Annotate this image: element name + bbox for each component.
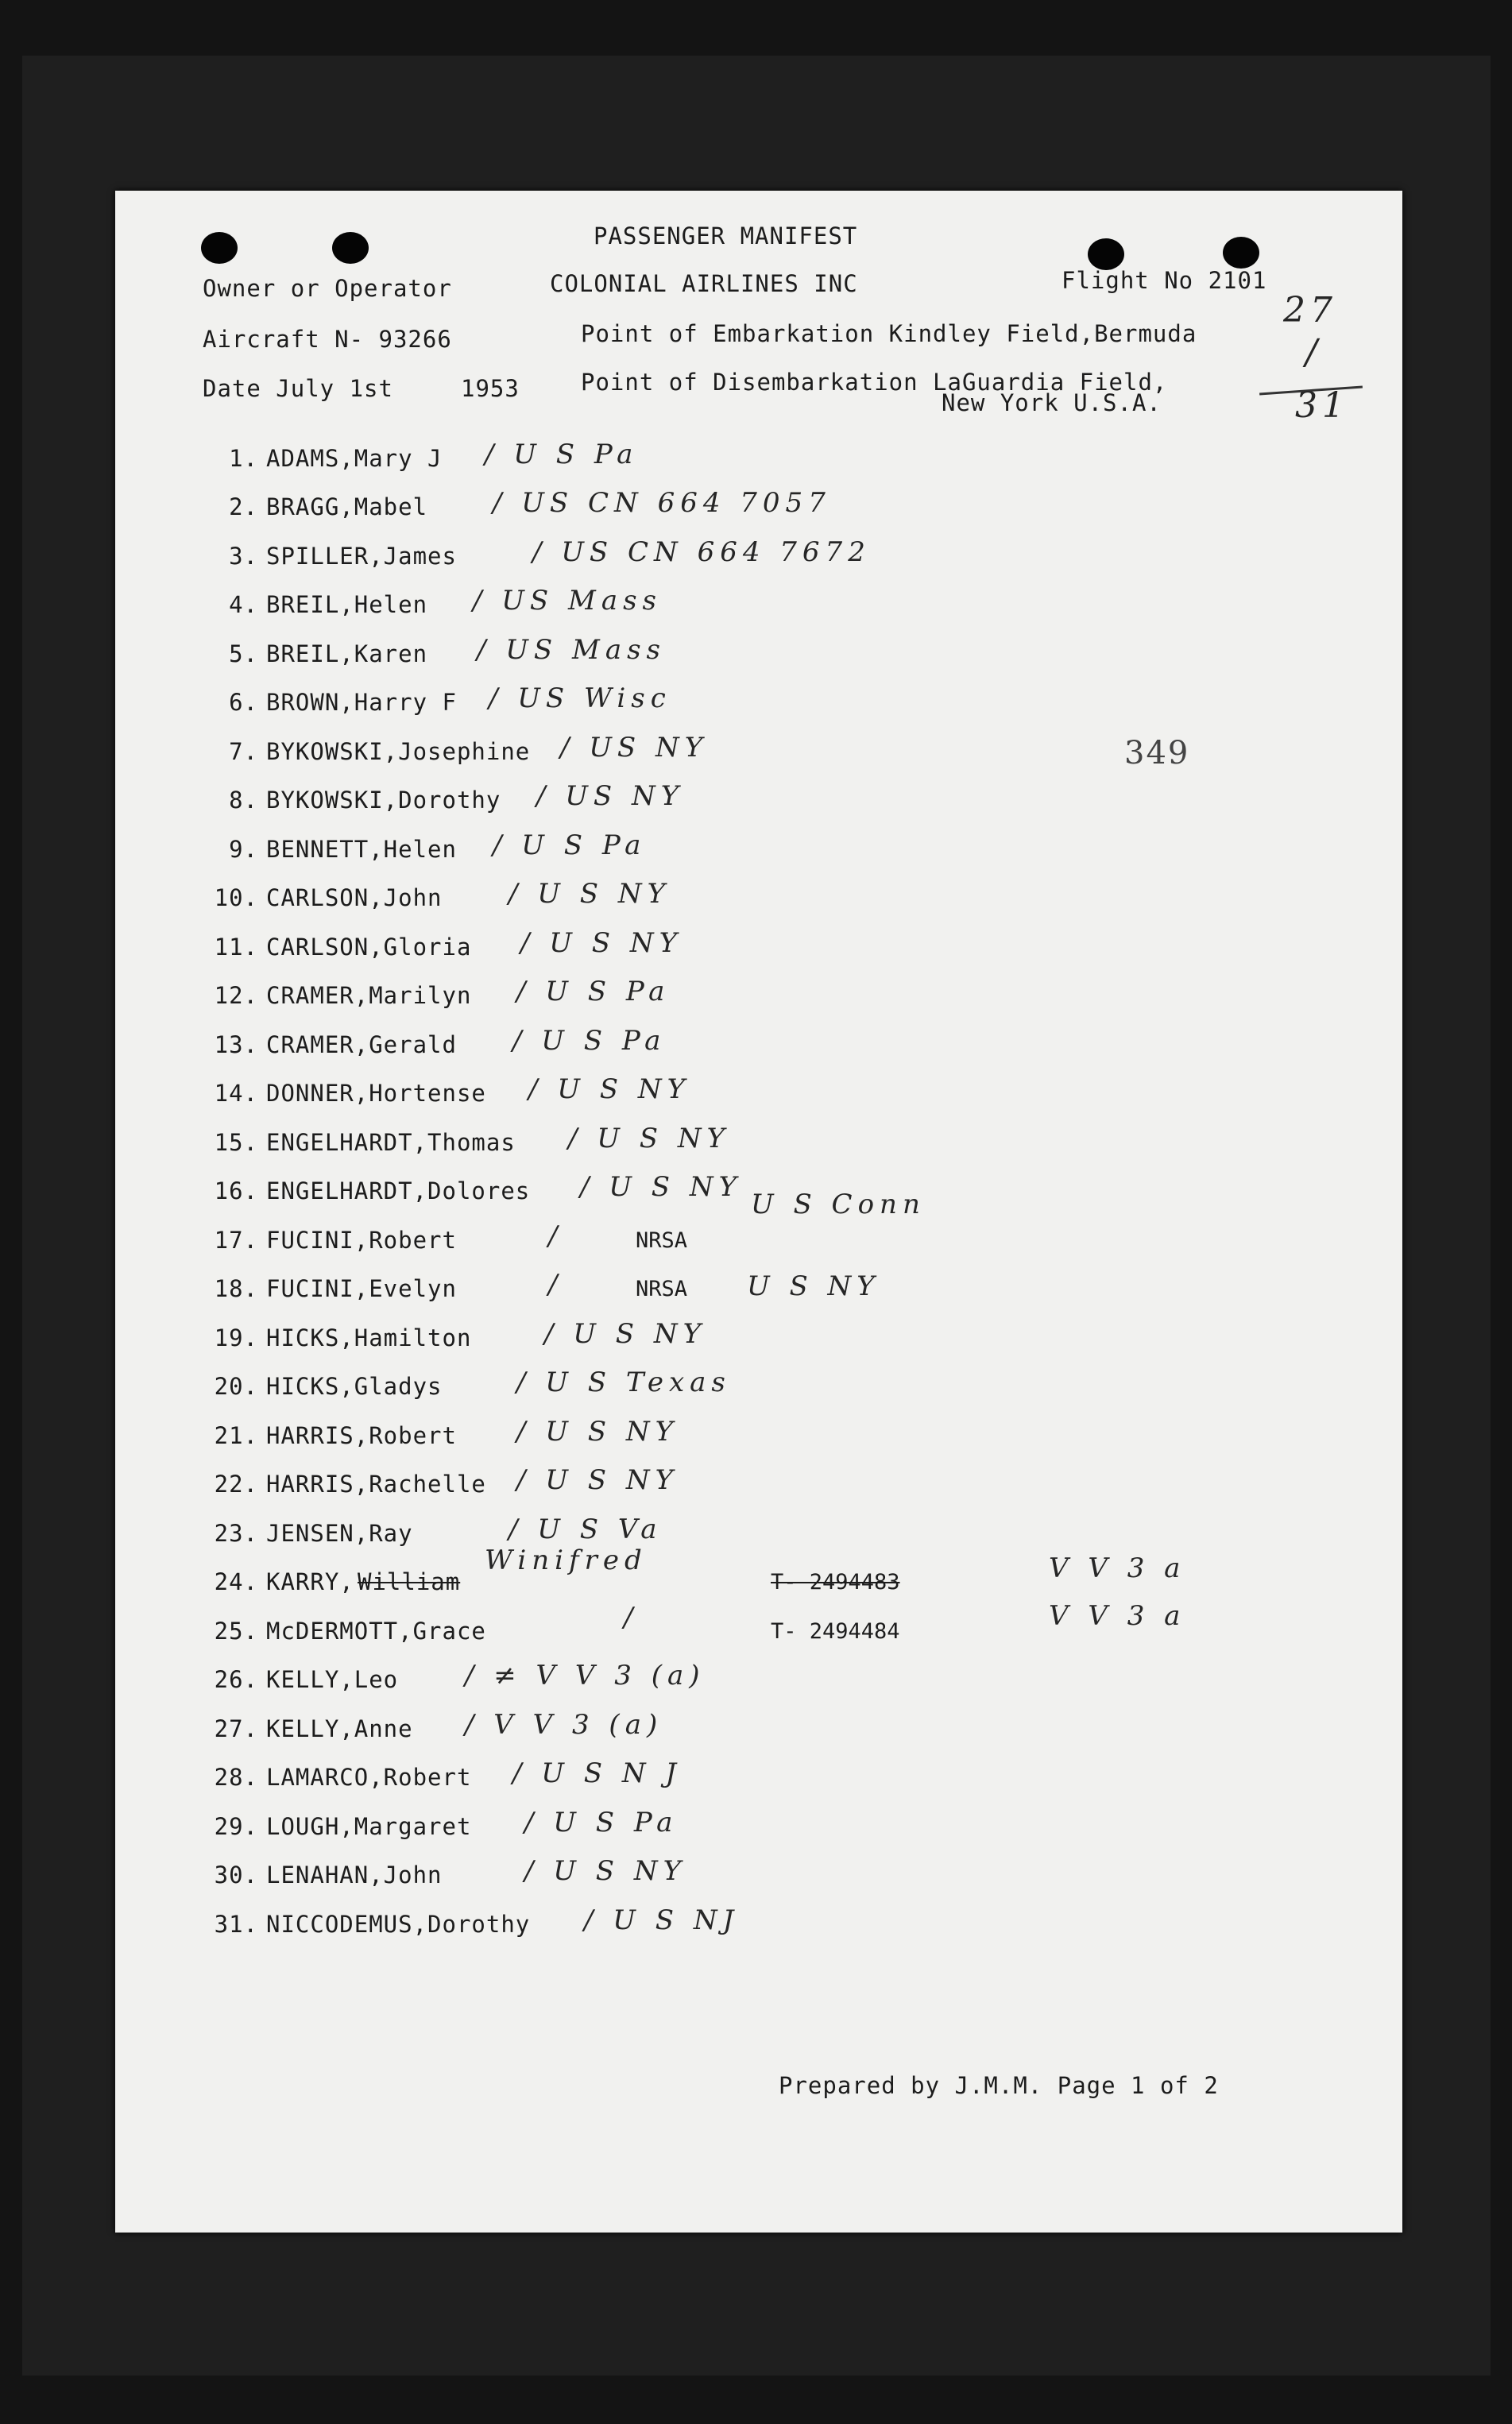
passenger-name: BREIL,Karen [266, 640, 428, 667]
passenger-number: 30. [214, 1861, 258, 1889]
handwritten-extra-note: U S NY [747, 1270, 880, 1302]
prepared-by-footer: Prepared by J.M.M. Page 1 of 2 [779, 2072, 1219, 2099]
passenger-number: 14. [214, 1080, 258, 1107]
passenger-row [115, 1807, 1402, 1861]
passenger-row [115, 536, 1402, 590]
handwritten-note: / ≠ V V 3 (a) [465, 1660, 706, 1691]
passenger-row [115, 1464, 1402, 1518]
passenger-name: FUCINI,Robert [266, 1227, 457, 1254]
passenger-number: 15. [214, 1129, 258, 1156]
passenger-name: KELLY,Anne [266, 1715, 413, 1742]
passenger-number: 21. [214, 1422, 258, 1449]
manifest-title: PASSENGER MANIFEST [594, 222, 858, 249]
passenger-number: 12. [214, 982, 258, 1009]
passenger-number: 9. [229, 836, 258, 863]
disembarkation-city: New York U.S.A. [942, 389, 1162, 416]
handwritten-note: / U S Pa [524, 1807, 679, 1838]
passenger-name: ENGELHARDT,Dolores [266, 1177, 531, 1204]
passenger-row [115, 585, 1402, 639]
passenger-row [115, 1416, 1402, 1470]
passenger-name: HICKS,Gladys [266, 1373, 443, 1400]
aircraft-number: Aircraft N- 93266 [203, 326, 452, 353]
passenger-name: HARRIS,Robert [266, 1422, 457, 1449]
handwritten-note: / U S Pa [485, 439, 639, 470]
passenger-row [115, 1757, 1402, 1811]
passenger-number: 4. [229, 591, 258, 618]
passenger-name: KELLY,Leo [266, 1666, 399, 1693]
handwritten-note: / U S Pa [493, 829, 647, 861]
passenger-row [115, 1367, 1402, 1421]
handwritten-extra-note: U S Conn [751, 1189, 926, 1220]
passenger-name: CRAMER,Marilyn [266, 982, 472, 1009]
passenger-number: 3. [229, 543, 258, 570]
passenger-row [115, 1171, 1402, 1225]
handwritten-note: / V V 3 (a) [465, 1709, 663, 1741]
passenger-row [115, 1904, 1402, 1958]
handwritten-note: Winifred [485, 1544, 648, 1576]
passenger-row [115, 439, 1402, 493]
passenger-row [115, 1709, 1402, 1763]
handwritten-note: / US Mass [473, 585, 662, 617]
handwritten-note: / U S Pa [512, 1025, 667, 1057]
disembarkation-point: Point of Disembarkation LaGuardia Field, [581, 369, 1168, 396]
passenger-row [115, 1220, 1402, 1274]
passenger-number: 22. [214, 1471, 258, 1498]
handwritten-note: / US Wisc [489, 682, 671, 714]
margin-note-middle: / [1305, 332, 1322, 373]
handwritten-note: / U S NY [520, 927, 683, 959]
handwritten-note: / US CN 664 7057 [493, 487, 831, 519]
passenger-row [115, 1660, 1402, 1714]
passenger-number: 7. [229, 738, 258, 765]
handwritten-note: / [624, 1602, 639, 1633]
typed-status: NRSA [636, 1228, 688, 1253]
handwritten-note: / U S NY [524, 1855, 687, 1887]
passenger-number: 11. [214, 934, 258, 961]
passenger-row [115, 780, 1402, 834]
passenger-row [115, 927, 1402, 981]
passenger-row [115, 487, 1402, 541]
typed-ticket-number: T- 2494483 [771, 1570, 900, 1595]
passenger-number: 29. [214, 1813, 258, 1840]
handwritten-note: / [548, 1220, 563, 1252]
passenger-number: 18. [214, 1275, 258, 1302]
passenger-number: 13. [214, 1031, 258, 1058]
passenger-name: BENNETT,Helen [266, 836, 457, 863]
passenger-name: NICCODEMUS,Dorothy [266, 1911, 531, 1938]
handwritten-note: / U S NY [528, 1073, 691, 1105]
handwritten-note: / US NY [560, 732, 709, 764]
passenger-number: 16. [214, 1177, 258, 1204]
passenger-row [115, 1855, 1402, 1909]
passenger-number: 2. [229, 493, 258, 520]
passenger-name: DONNER,Hortense [266, 1080, 486, 1107]
passenger-name: LAMARCO,Robert [266, 1764, 472, 1791]
typed-ticket-number: T- 2494484 [771, 1619, 900, 1644]
struck-first-name: William [358, 1568, 461, 1595]
passenger-name: HICKS,Hamilton [266, 1324, 472, 1351]
handwritten-extra-note: V V 3 a [1049, 1600, 1186, 1632]
handwritten-note: / U S Pa [516, 976, 671, 1007]
handwritten-extra-note: V V 3 a [1049, 1552, 1186, 1584]
passenger-row [115, 1318, 1402, 1372]
passenger-name: FUCINI,Evelyn [266, 1275, 457, 1302]
handwritten-note: / US CN 664 7672 [532, 536, 871, 568]
passenger-number: 31. [214, 1911, 258, 1938]
margin-note-bottom: 31 [1295, 385, 1349, 426]
handwritten-note: / [548, 1269, 563, 1301]
passenger-name: CARLSON,Gloria [266, 934, 472, 961]
passenger-number: 10. [214, 884, 258, 911]
passenger-row [115, 1544, 1402, 1616]
passenger-number: 5. [229, 640, 258, 667]
passenger-row [115, 1514, 1402, 1568]
operator-name: COLONIAL AIRLINES INC [550, 270, 858, 297]
owner-label: Owner or Operator [203, 275, 452, 302]
passenger-number: 6. [229, 689, 258, 716]
handwritten-note: / U S NY [544, 1318, 707, 1350]
passenger-name: BYKOWSKI,Dorothy [266, 787, 501, 814]
page-stamp-number: 349 [1124, 735, 1190, 771]
passenger-number: 19. [214, 1324, 258, 1351]
handwritten-note: / US NY [536, 780, 685, 812]
passenger-row [115, 1025, 1402, 1079]
passenger-number: 8. [229, 787, 258, 814]
passenger-number: 24. [214, 1568, 258, 1595]
passenger-name: CARLSON,John [266, 884, 443, 911]
passenger-number: 26. [214, 1666, 258, 1693]
flight-year: 1953 [461, 375, 520, 402]
punch-hole-right-2 [1223, 237, 1259, 269]
passenger-number: 20. [214, 1373, 258, 1400]
passenger-row [115, 682, 1402, 736]
passenger-row [115, 1269, 1402, 1323]
passenger-row [115, 1600, 1402, 1665]
passenger-name: BYKOWSKI,Josephine [266, 738, 531, 765]
passenger-name: ADAMS,Mary J [266, 445, 443, 472]
passenger-number: 28. [214, 1764, 258, 1791]
handwritten-note: / U S NY [580, 1171, 743, 1203]
passenger-name: CRAMER,Gerald [266, 1031, 457, 1058]
passenger-name: BRAGG,Mabel [266, 493, 428, 520]
passenger-row [115, 1073, 1402, 1127]
passenger-row [115, 1123, 1402, 1177]
passenger-number: 17. [214, 1227, 258, 1254]
handwritten-note: / U S Va [509, 1514, 663, 1545]
passenger-name: LENAHAN,John [266, 1861, 443, 1889]
flight-date: Date July 1st [203, 375, 393, 402]
handwritten-note: / U S N J [512, 1757, 683, 1789]
passenger-name: HARRIS,Rachelle [266, 1471, 486, 1498]
passenger-name: JENSEN,Ray [266, 1520, 413, 1547]
punch-hole-left-1 [201, 232, 238, 264]
passenger-number: 1. [229, 445, 258, 472]
passenger-name: BREIL,Helen [266, 591, 428, 618]
handwritten-note: / U S NY [509, 878, 671, 910]
manifest-page [115, 191, 1402, 2233]
handwritten-note: / U S NJ [584, 1904, 740, 1936]
punch-hole-left-2 [332, 232, 369, 264]
handwritten-note: / US Mass [477, 634, 666, 666]
flight-number: Flight No 2101 [1061, 267, 1267, 294]
handwritten-note: / U S NY [516, 1464, 679, 1496]
passenger-name: KARRY, [266, 1568, 354, 1595]
passenger-name: BROWN,Harry F [266, 689, 457, 716]
passenger-name: ENGELHARDT,Thomas [266, 1129, 516, 1156]
passenger-name: McDERMOTT,Grace [266, 1618, 486, 1645]
passenger-row [115, 976, 1402, 1030]
handwritten-note: / U S NY [568, 1123, 731, 1154]
passenger-row [115, 829, 1402, 883]
passenger-name: LOUGH,Margaret [266, 1813, 472, 1840]
passenger-row [115, 732, 1402, 786]
passenger-number: 25. [214, 1618, 258, 1645]
handwritten-note: / U S Texas [516, 1367, 731, 1398]
handwritten-note: / U S NY [516, 1416, 679, 1448]
typed-status: NRSA [636, 1277, 688, 1301]
passenger-row [115, 634, 1402, 688]
margin-note-top: 27 [1283, 290, 1337, 331]
passenger-row [115, 878, 1402, 932]
passenger-name: SPILLER,James [266, 543, 457, 570]
punch-hole-right-1 [1088, 238, 1124, 270]
passenger-number: 27. [214, 1715, 258, 1742]
passenger-number: 23. [214, 1520, 258, 1547]
embarkation-point: Point of Embarkation Kindley Field,Bermuda [581, 320, 1197, 347]
